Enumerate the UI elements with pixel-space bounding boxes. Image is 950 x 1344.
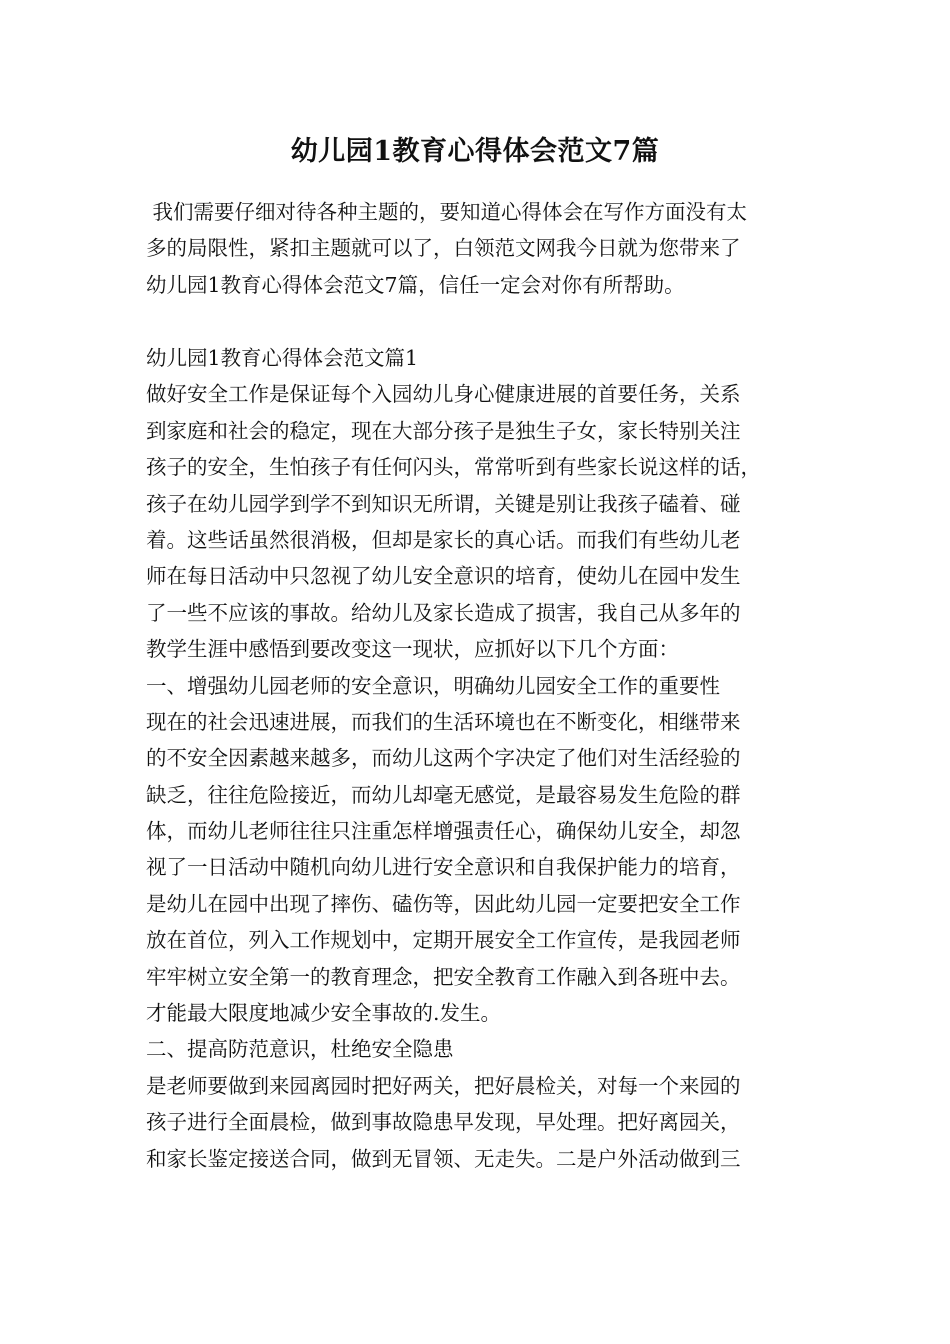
body-line: 缺乏，往往危险接近，而幼儿却毫无感觉，是最容易发生危险的群 [146,782,741,807]
body-line: 放在首位，列入工作规划中，定期开展安全工作宣传，是我园老师 [146,928,741,953]
body-line: 着。这些话虽然很消极，但却是家长的真心话。而我们有些幼儿老 [146,527,741,552]
body-line: 才能最大限度地减少安全事故的.发生。 [146,1001,502,1026]
body-line: 的不安全因素越来越多，而幼儿这两个字决定了他们对生活经验的 [146,746,741,771]
intro-line: 我们需要仔细对待各种主题的，要知道心得体会在写作方面没有太 [146,200,748,224]
body-line: 牢牢树立安全第一的教育理念，把安全教育工作融入到各班中去。 [146,964,741,989]
body-line: 和家长鉴定接送合同，做到无冒领、无走失。二是户外活动做到三 [146,1146,741,1171]
body-line: 孩子在幼儿园学到学不到知识无所谓，关键是别让我孩子磕着、碰 [146,491,741,516]
body-line: 做好安全工作是保证每个入园幼儿身心健康进展的首要任务，关系 [146,382,741,407]
intro-line: 幼儿园1教育心得体会范文7篇，信任一定会对你有所帮助。 [146,272,685,297]
body-line: 视了一日活动中随机向幼儿进行安全意识和自我保护能力的培育， [146,855,741,880]
body-line: 孩子进行全面晨检，做到事故隐患早发现，早处理。把好离园关， [146,1110,741,1135]
subsection-heading: 一、增强幼儿园老师的安全意识，明确幼儿园安全工作的重要性 [146,673,720,698]
body-line: 是幼儿在园中出现了摔伤、磕伤等，因此幼儿园一定要把安全工作 [146,891,741,916]
body-line: 到家庭和社会的稳定，现在大部分孩子是独生子女，家长特别关注 [146,418,741,443]
document-title: 幼儿园1教育心得体会范文7篇 [290,136,660,167]
body-line: 孩子的安全，生怕孩子有任何闪头，常常听到有些家长说这样的话， [146,455,761,480]
article-body [146,340,810,1177]
body-line: 现在的社会迅速进展，而我们的生活环境也在不断变化，相继带来 [146,709,741,734]
subsection-heading: 二、提高防范意识，杜绝安全隐患 [146,1037,454,1062]
section-heading: 幼儿园1教育心得体会范文篇1 [146,346,419,370]
body-line: 体，而幼儿老师往往只注重怎样增强责任心，确保幼儿安全，却忽 [146,819,741,844]
body-line: 了一些不应该的事故。给幼儿及家长造成了损害，我自己从多年的 [146,600,741,625]
body-line: 师在每日活动中只忽视了幼儿安全意识的培育，使幼儿在园中发生 [146,564,741,589]
intro-line: 多的局限性，紧扣主题就可以了，白领范文网我今日就为您带来了 [146,236,741,261]
body-line: 教学生涯中感悟到要改变这一现状，应抓好以下几个方面： [146,637,679,662]
body-line: 是老师要做到来园离园时把好两关，把好晨检关，对每一个来园的 [146,1073,741,1098]
intro-paragraph [146,194,810,303]
